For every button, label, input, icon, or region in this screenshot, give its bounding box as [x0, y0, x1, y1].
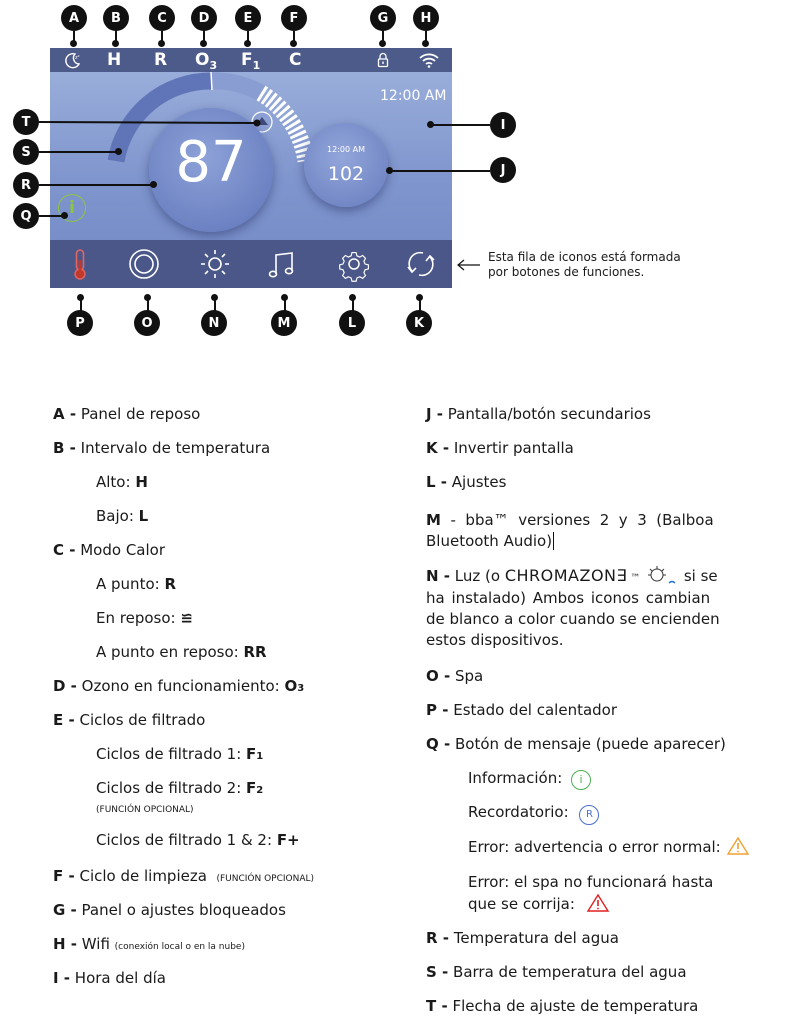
legend-g: G - Panel o ajustes bloqueados	[53, 901, 286, 919]
heater-icon[interactable]	[62, 246, 98, 282]
clean-cycle-indicator: C	[289, 50, 302, 70]
legend-b: B - Intervalo de temperatura	[53, 439, 271, 457]
legend-s: S - Barra de temperatura del agua	[426, 963, 687, 981]
legend-j: J - Pantalla/botón secundarios	[426, 405, 651, 423]
legend-c: C - Modo Calor	[53, 541, 165, 559]
callout-m: M	[271, 310, 297, 336]
legend-c-ready-rest: A punto en reposo: RR	[96, 643, 267, 661]
message-button[interactable]: i	[58, 194, 86, 222]
ozone-indicator: $O_3$	[195, 50, 218, 72]
legend-i: I - Hora del día	[53, 969, 166, 987]
callout-a: A	[61, 5, 87, 31]
filter-cycle-indicator: $F_1$	[241, 50, 261, 72]
settings-gear-icon[interactable]	[336, 246, 372, 282]
legend-e-cycle1: Ciclos de filtrado 1: F1	[96, 745, 264, 763]
legend-m-line2: Bluetooth Audio)	[426, 532, 553, 550]
callout-c: C	[149, 5, 175, 31]
legend-c-ready: A punto: R	[96, 575, 177, 593]
legend-m: M - bba™ versiones 2 y 3 (Balboa	[426, 511, 714, 529]
legend-q-reminder: Recordatorio: R	[468, 802, 599, 825]
legend-f: F - Ciclo de limpieza (FUNCIÓN OPCIONAL)	[53, 867, 315, 885]
secondary-display-button[interactable]	[304, 123, 388, 207]
arrow-left-icon	[456, 259, 480, 271]
callout-e: E	[235, 5, 261, 31]
reminder-icon: R	[579, 805, 599, 825]
legend-n: N - Luz (o CHROMAZON∃ ™ si se	[426, 566, 718, 585]
light-icon[interactable]	[197, 246, 233, 282]
callout-h: H	[413, 5, 439, 31]
legend-h: H - Wifi (conexión local o en la nube)	[53, 935, 245, 953]
legend-t: T - Flecha de ajuste de temperatura	[426, 997, 699, 1015]
secondary-time: 12:00 AM	[327, 145, 365, 154]
heat-mode-indicator: R	[154, 50, 168, 70]
spa-icon[interactable]	[126, 246, 162, 282]
legend-b-low: Bajo: L	[96, 507, 149, 525]
legend-p: P - Estado del calentador	[426, 701, 618, 719]
time-of-day: 12:00 AM	[380, 88, 447, 104]
callout-i: I	[490, 112, 516, 138]
legend-n-line2: ha instalado) Ambos iconos cambian	[426, 589, 711, 607]
legend-q-error-line1: Error: el spa no funcionará hasta	[468, 873, 714, 891]
callout-p: P	[67, 310, 93, 336]
legend-c-rest: En reposo: ≌	[96, 609, 193, 627]
callout-t: T	[13, 109, 39, 135]
legend-q: Q - Botón de mensaje (puede aparecer)	[426, 735, 726, 753]
callout-r: R	[13, 172, 39, 198]
legend-k: K - Invertir pantalla	[426, 439, 574, 457]
function-row-caption: Esta fila de iconos está formada por botones de funciones.	[488, 250, 681, 279]
secondary-value: 102	[327, 163, 365, 185]
callout-l: L	[339, 310, 365, 336]
callout-d: D	[191, 5, 217, 31]
chromazone-icon	[645, 566, 679, 586]
legend-e-cycle2-note: (FUNCIÓN OPCIONAL)	[96, 805, 194, 815]
info-icon: i	[571, 770, 591, 790]
legend-b-high: Alto: H	[96, 473, 148, 491]
callout-q: Q	[13, 203, 39, 229]
legend-r: R - Temperatura del agua	[426, 929, 619, 947]
svg-text:z²: z²	[75, 55, 80, 61]
callout-j: J	[490, 157, 516, 183]
legend-l: L - Ajustes	[426, 473, 507, 491]
legend-q-warning: Error: advertencia o error normal:	[468, 836, 750, 857]
legend-q-error: que se corrija:	[468, 893, 610, 914]
warning-icon	[726, 836, 750, 856]
legend-e-cycle12: Ciclos de filtrado 1 & 2: F+	[96, 831, 300, 849]
legend-e-cycle2: Ciclos de filtrado 2: F2	[96, 779, 264, 797]
water-temperature: 87	[175, 130, 247, 195]
music-icon[interactable]	[265, 246, 301, 282]
legend-d: D - Ozono en funcionamiento: O3	[53, 677, 305, 695]
flip-screen-icon[interactable]	[403, 246, 439, 282]
legend-n-line3: de blanco a color cuando se encienden	[426, 610, 720, 628]
temp-range-indicator: H	[107, 50, 122, 70]
error-icon	[586, 893, 610, 913]
legend-o: O - Spa	[426, 667, 484, 685]
legend-e: E - Ciclos de filtrado	[53, 711, 206, 729]
callout-n: N	[201, 310, 227, 336]
callout-b: B	[103, 5, 129, 31]
callout-g: G	[370, 5, 396, 31]
callout-f: F	[281, 5, 307, 31]
function-button-row	[50, 240, 452, 288]
callout-k: K	[406, 310, 432, 336]
legend-a: A - Panel de reposo	[53, 405, 201, 423]
legend-n-line4: estos dispositivos.	[426, 631, 564, 649]
callout-s: S	[13, 139, 39, 165]
callout-o: O	[134, 310, 160, 336]
legend-q-info: Información: i	[468, 768, 591, 790]
